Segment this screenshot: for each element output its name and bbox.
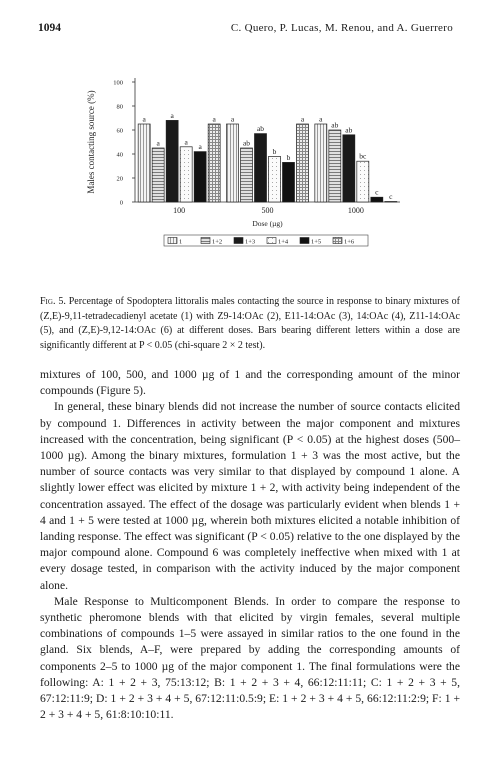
bar-1plus6-100 [208, 124, 220, 202]
body-text [40, 367, 460, 723]
paragraph: Male Response to Multicomponent Blends. In order to compare the response to synthetic pheromone blends with that elicited by virgin females, several multiple combinations of compounds 1–5 were assayed in similar ratios to the one found in the gland. Six blends, A–F, were prepared by adding the corresponding amounts of components 2–5 to 1000 µg of the major component 1. The final formulations were the following: A: 1 + 2 + 3, 75:13:12; B: 1 + 2 + 3 + 4, 66:12:11:11; C: 1 + 2 + 3 + 5, 67:12:11:9; D: 1 + 2 + 3 + 4 + 5, 67:12:11:0.5:9; E: 1 + 2 + 3 + 4 + 5, 66:12:11:2:9; F: 1 + 2 + 3 + 4 + 5, 61:8:10:10:11. [40, 594, 460, 722]
legend-label: 1+5 [311, 238, 322, 246]
significance-letter: ab [331, 120, 339, 130]
y-tick-label: 80 [116, 103, 123, 111]
legend-swatch-1plus3 [234, 238, 243, 244]
paragraph: In general, these binary blends did not increase the number of source contacts elicited by compound 1. Differences in activity between the major component and mixtures increased with the concentration, being significant (P < 0.05) at the highest doses (500–1000 µg). Among the binary mixtures, formulation 1 + 3 was the most active, but the number of source contacts was very similar to that displayed by compound 1 alone. A slightly lower effect was elicited by mixture 1 + 2, with activity being independent of the concentration assayed. The effect of the dosage was particularly evident when blends 1 + 4 and 1 + 5 were tested at 1000 µg, wherein both mixtures elicited a notable inhibition of landing response. The effect was significant (P < 0.05) relative to the one displayed by the major compound alone. Compound 6 was completely ineffective when mixed with 1 at every dosage tested, in comparison with the activity induced by the major component alone. [40, 400, 460, 592]
page-number: 1094 [38, 22, 61, 34]
bar-1plus6-1000 [385, 202, 397, 203]
x-tick-label: 1000 [347, 206, 364, 215]
significance-letter: a [170, 110, 174, 120]
paragraph: mixtures of 100, 500, and 1000 µg of 1 and the corresponding amount of the minor compounds (Figure 5). [40, 368, 460, 398]
bar-1-100 [138, 124, 150, 202]
y-tick-label: 40 [116, 151, 123, 159]
significance-letter: ab [242, 138, 251, 148]
significance-letter: c [375, 187, 379, 197]
bar-1plus4-100 [180, 147, 192, 202]
legend-label: 1+6 [344, 238, 355, 246]
bar-1plus6-500 [297, 124, 309, 202]
legend-label: 1 [179, 238, 183, 246]
legend-swatch-1plus6 [333, 238, 342, 244]
bar-1plus2-500 [241, 148, 253, 202]
significance-letter: a [230, 114, 235, 124]
significance-letter: ab [256, 124, 265, 134]
y-tick-label: 20 [116, 175, 123, 183]
significance-letter: a [300, 114, 305, 124]
legend-swatch-1plus5 [300, 238, 309, 244]
figure-caption [40, 295, 460, 353]
bar-1plus5-1000 [371, 197, 383, 202]
legend-label: 1+4 [278, 238, 289, 246]
bar-1-1000 [315, 124, 327, 202]
bar-1plus2-100 [152, 148, 164, 202]
significance-letter: bc [359, 151, 367, 161]
bar-1plus2-1000 [329, 130, 341, 202]
legend-swatch-1plus4 [267, 238, 276, 244]
bar-1-500 [227, 124, 239, 202]
bar-1plus5-100 [194, 152, 206, 202]
significance-letter: a [184, 137, 188, 147]
bar-1plus3-100 [166, 120, 178, 202]
y-tick-label: 0 [119, 199, 123, 207]
significance-letter: c [389, 192, 393, 201]
significance-letter: a [198, 142, 202, 152]
x-tick-label: 500 [261, 206, 274, 215]
bar-1plus4-500 [269, 156, 281, 202]
bar-1plus4-1000 [357, 161, 369, 202]
bar-1plus3-1000 [343, 135, 355, 202]
legend-label: 1+3 [245, 238, 256, 246]
significance-letter: a [319, 114, 323, 124]
bar-chart [80, 70, 410, 270]
y-axis-label: Males contacting source (%) [86, 90, 96, 194]
x-tick-label: 100 [173, 206, 186, 215]
figure-caption-text: Percentage of Spodoptera littoralis males contacting the source in response to binary mixtures of (Z,E)-9,11-tetradecadienyl acetate (1) with Z9-14:OAc (2), E11-14:OAc (3), 14:OAc (4), Z11-14:OAc (5), and (Z,E)-9,12-14:OAc (6) at different doses. Bars bearing different letters within a dose are significantly different at P < 0.05 (chi-square 2 × 2 test). [40, 296, 461, 351]
legend-label: 1+2 [212, 238, 223, 246]
figure-label: Fig. 5. [40, 296, 66, 307]
y-tick-label: 60 [116, 127, 123, 135]
legend-swatch-1plus2 [201, 238, 210, 244]
bar-1plus3-500 [255, 134, 267, 202]
significance-letter: a [142, 114, 146, 124]
significance-letter: b [272, 146, 277, 156]
significance-letter: a [212, 114, 216, 124]
significance-letter: b [286, 152, 291, 162]
legend-swatch-1 [168, 238, 177, 244]
significance-letter: ab [345, 125, 353, 135]
x-axis-label: Dose (µg) [252, 219, 283, 228]
running-head: C. Quero, P. Lucas, M. Renou, and A. Guerrero [230, 22, 453, 34]
significance-letter: a [156, 138, 160, 148]
bar-1plus5-500 [283, 162, 295, 202]
y-tick-label: 100 [113, 79, 123, 87]
